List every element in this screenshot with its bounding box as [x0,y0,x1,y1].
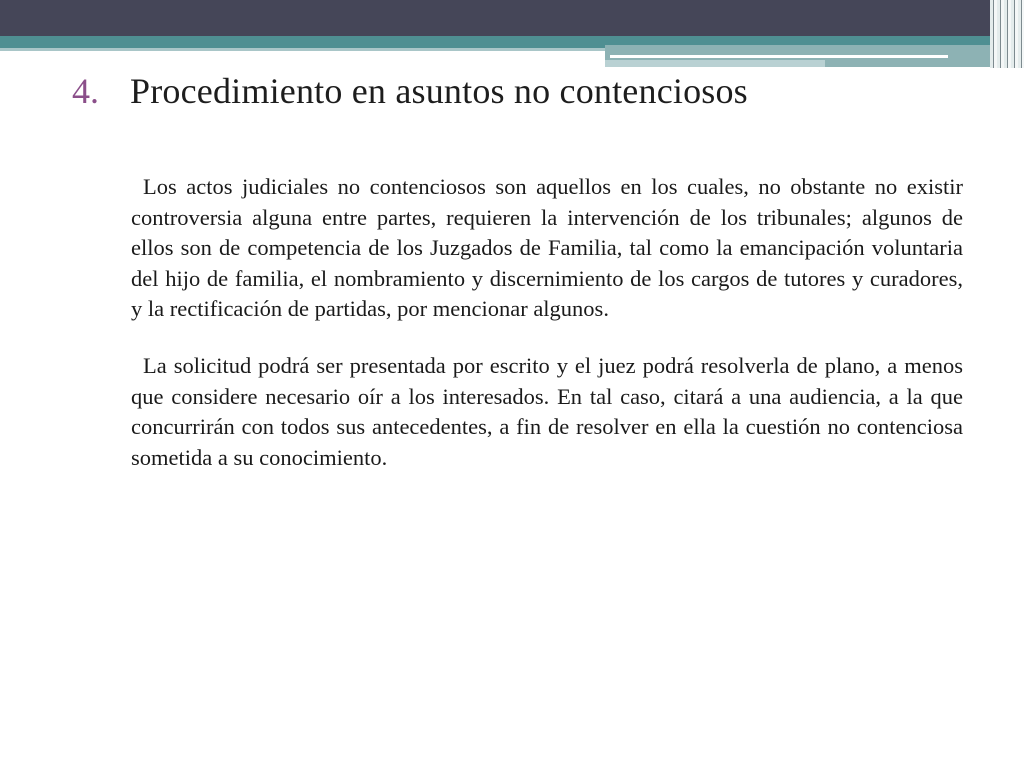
slide-title-row [72,70,972,112]
slide-body [131,172,963,499]
header-dark-band [0,0,1024,36]
paragraph-1: Los actos judiciales no contenciosos son aquellos en los cuales, no obstante no existir controversia alguna entre partes, requieren la intervención de los tribunales; algunos de ellos son de competencia de los Juzgados de Familia, tal como la emancipación voluntaria del hijo de familia, el nombramiento y discernimiento de los cargos de tutores y curadores, y la rectificación de partidas, por mencionar algunos. [131,174,963,322]
paragraph-2: La solicitud podrá ser presentada por escrito y el juez podrá resolverla de plano, a menos que considere necesario oír a los interesados. En tal caso, citará a una audiencia, a la que concurrirán con todos sus antecedentes, a fin de resolver en ella la cuestión no contenciosa sometida a su conocimiento. [131,352,963,470]
title-number: 4. [72,71,99,111]
corner-stripes-decoration [990,0,1024,68]
header-accent-line-pale [605,60,825,67]
slide-title: Procedimiento en asuntos no contenciosos [130,71,748,111]
header-accent-line [610,55,948,58]
